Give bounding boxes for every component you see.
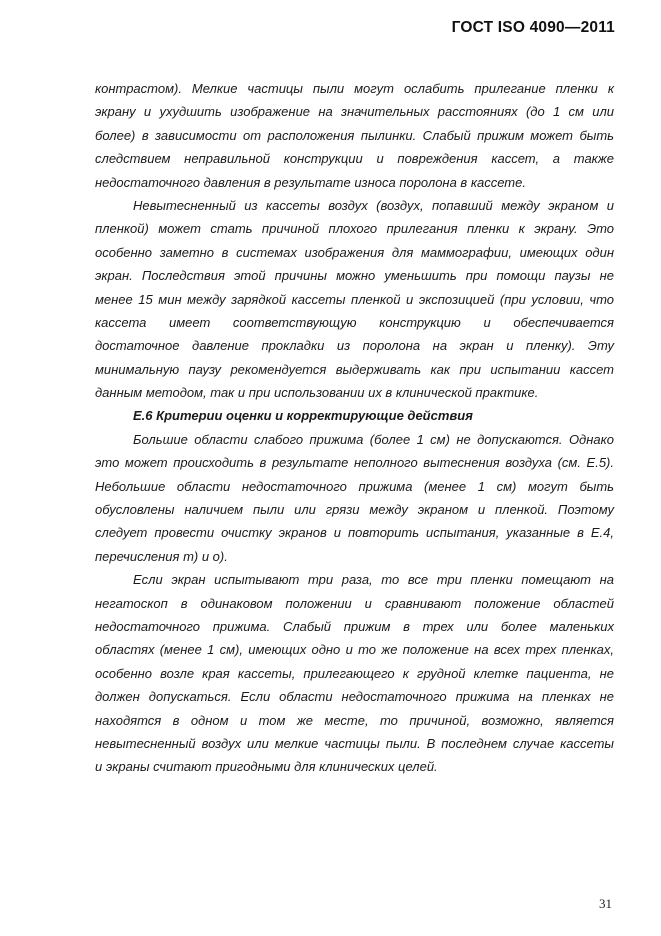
section-heading: Е.6 Критерии оценки и корректирующие действия xyxy=(133,408,473,424)
text-line: это может происходить в результате неполного вытеснения воздуха (см. Е.5). xyxy=(95,455,614,471)
text-line: должен допускаться. Если области недостаточного прижима на пленках не xyxy=(95,689,614,705)
paragraph-first-line: Если экран испытывают три раза, то все три пленки помещают на xyxy=(133,572,614,588)
text-line: перечисления m) и о). xyxy=(95,548,228,564)
text-line: Небольшие области недостаточного прижима (менее 1 см) могут быть xyxy=(95,478,614,494)
text-line: особенно возле края кассеты, прилегающего к грудной клетке пациента, не xyxy=(95,665,614,681)
text-line: следует провести очистку экранов и повторить испытания, указанные в Е.4, xyxy=(95,525,614,541)
page-number: 31 xyxy=(599,896,612,911)
text-line: экрану и ухудшить изображение на значительных расстояниях (до 1 см или xyxy=(95,104,614,120)
text-line: и экраны считают пригодными для клинических целей. xyxy=(95,759,438,775)
text-line: кассета имеет соответствующую конструкцию и обеспечивается xyxy=(95,314,614,330)
text-line: минимальную паузу рекомендуется выдерживать как при испытании кассет xyxy=(95,361,614,377)
text-line: негатоскоп в одинаковом положении и сравнивают положение областей xyxy=(95,595,614,611)
text-line: недостаточного прижима. Слабый прижим в трех или более маленьких xyxy=(95,618,614,634)
text-line: экран. Последствия этой причины можно уменьшить при помощи паузы не xyxy=(95,268,614,284)
text-line: достаточное давление прокладки из поролона на экран и пленку). Эту xyxy=(95,338,614,354)
text-line: менее 15 мин между зарядкой кассеты пленкой и экспозицией (при условии, что xyxy=(95,291,614,307)
body-text xyxy=(95,77,614,779)
paragraph-first-line: Невытесненный из кассеты воздух (воздух, попавший между экраном и xyxy=(133,197,614,213)
text-line: находятся в одном и том же месте, то причиной, возможно, является xyxy=(95,712,614,728)
text-line: обусловлены наличием пыли или грязи между экраном и пленкой. Поэтому xyxy=(95,502,614,518)
text-line: данным методом, так и при использовании их в клинической практике. xyxy=(95,385,539,401)
text-line: пленкой) может стать причиной плохого прилегания пленки к экрану. Это xyxy=(95,221,614,237)
text-line: следствием неправильной конструкции и повреждения кассет, а также xyxy=(95,151,614,167)
text-line: особенно заметно в системах изображения для маммографии, имеющих один xyxy=(95,244,614,260)
standard-code-header: ГОСТ ISO 4090—2011 xyxy=(451,19,615,36)
text-line: более) в зависимости от расположения пылинки. Слабый прижим может быть xyxy=(95,127,614,143)
text-line: невытесненный воздух или мелкие частицы пыли. В последнем случае кассеты xyxy=(95,735,614,751)
text-line: контрастом). Мелкие частицы пыли могут ослабить прилегание пленки к xyxy=(95,81,614,96)
paragraph-first-line: Большие области слабого прижима (более 1 см) не допускаются. Однако xyxy=(133,431,614,447)
text-line: недостаточного давления в результате износа поролона в кассете. xyxy=(95,174,526,190)
text-line: областях (менее 1 см), имеющих одно и то же положение на всех трех пленках, xyxy=(95,642,614,658)
